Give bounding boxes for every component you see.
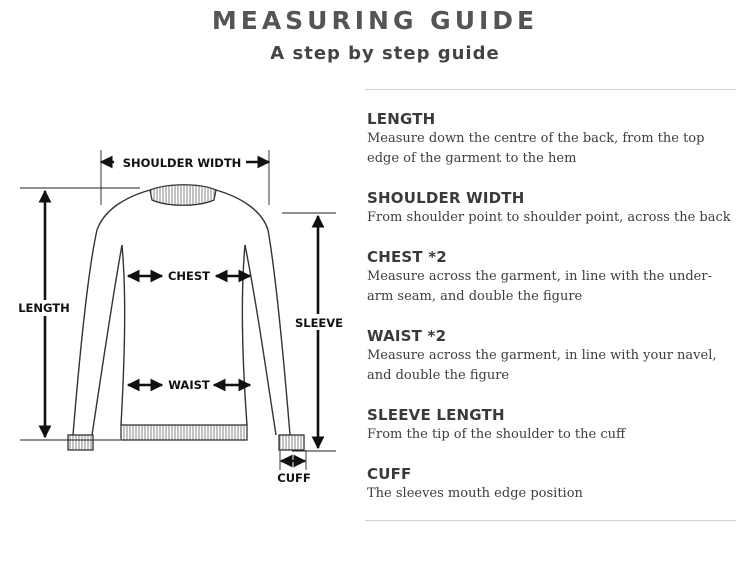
right-cuff: [279, 435, 304, 450]
guide-item-chest: [365, 247, 736, 307]
waist-label: WAIST: [168, 378, 210, 392]
guide-item-cuff: [365, 464, 736, 504]
guide-text: From the tip of the shoulder to the cuff: [367, 427, 626, 442]
page-subtitle: A step by step guide: [270, 43, 500, 64]
guide-item-length: [365, 109, 736, 169]
guide-heading: CUFF: [367, 465, 412, 483]
page-title: MEASURING GUIDE: [211, 6, 539, 35]
guide-item-waist: [365, 326, 736, 386]
length-label: LENGTH: [18, 301, 70, 315]
chest-label: CHEST: [167, 269, 211, 283]
guide-text: From shoulder point to shoulder point, across the back: [367, 210, 731, 225]
guide-text: Measure down the centre of the back, from the top edge of the garment to the hem: [367, 131, 705, 166]
guide-heading: WAIST *2: [367, 327, 447, 345]
guide-text: Measure across the garment, in line with your navel, and double the figure: [367, 348, 717, 383]
hem-band: [121, 425, 247, 440]
measuring-guide-list: [365, 89, 736, 521]
guide-heading: CHEST *2: [367, 248, 447, 266]
cuff-label: CUFF: [277, 471, 311, 485]
measure-arrows: [45, 162, 318, 461]
divider-bottom: [365, 520, 736, 521]
guide-item-sleeve-length: [365, 405, 736, 445]
guide-heading: SHOULDER WIDTH: [367, 189, 525, 207]
guide-text: Measure across the garment, in line with the under-arm seam, and double the figure: [367, 269, 712, 304]
sweater-diagram: [0, 0, 350, 570]
sleeve-label: SLEEVE: [294, 316, 344, 330]
neck-rib: [150, 185, 216, 206]
guide-heading: LENGTH: [367, 110, 436, 128]
divider-top: [365, 89, 736, 90]
sweater-outline: [73, 190, 290, 435]
left-cuff: [68, 435, 93, 450]
guide-heading: SLEEVE LENGTH: [367, 406, 505, 424]
shoulder-width-label: SHOULDER WIDTH: [122, 156, 242, 170]
guide-text: The sleeves mouth edge position: [367, 486, 583, 501]
guide-item-shoulder-width: [365, 188, 736, 228]
